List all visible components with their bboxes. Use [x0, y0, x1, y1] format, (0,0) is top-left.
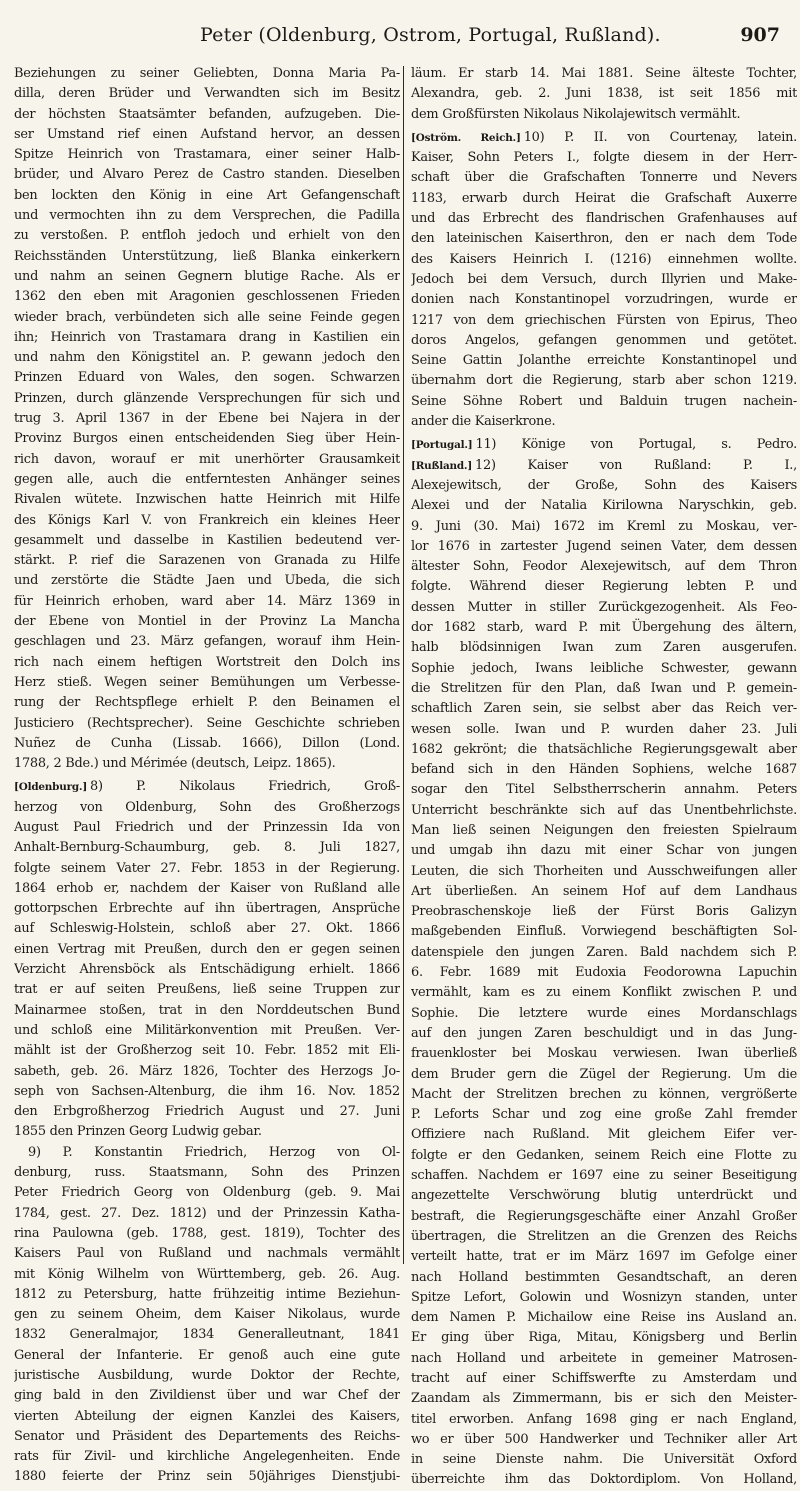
- line-text: nach Holland und arbeitete in gemeiner Matrosen-: [411, 1350, 797, 1366]
- line-text: 10) P. II. von Courtenay, latein.: [523, 129, 797, 145]
- text-line: [14, 879, 400, 899]
- line-text: August Paul Friedrich und der Prinzessin Ida von: [14, 819, 400, 835]
- line-text: ben lockten den König in eine Art Gefangenschaft: [14, 187, 400, 203]
- line-text: den Erbgroßherzog Friedrich August und 27. Juni: [14, 1104, 400, 1120]
- text-line: [411, 456, 797, 476]
- text-line: [14, 960, 400, 980]
- text-line: [411, 1288, 797, 1308]
- text-line: [14, 1021, 400, 1041]
- text-line: [14, 693, 400, 713]
- text-line: [411, 679, 797, 699]
- text-line: [14, 1305, 400, 1325]
- line-text: 1784, gest. 27. Dez. 1812) und der Prinzessin Katha-: [14, 1205, 400, 1221]
- line-text: 8) P. Nikolaus Friedrich, Groß-: [90, 779, 400, 795]
- line-text: und nahm den Königstitel an. P. gewann jedoch den: [14, 350, 400, 366]
- text-line: [411, 64, 797, 84]
- text-line: [14, 1102, 400, 1122]
- line-text: folgte seinem Vater 27. Febr. 1853 in der Regierung.: [14, 860, 400, 876]
- text-line: [411, 476, 797, 496]
- line-text: gen zu seinem Oheim, dem Kaiser Nikolaus, wurde: [14, 1307, 400, 1323]
- line-text: und nahm an seinen Gegnern blutige Rache. Als er: [14, 268, 400, 284]
- text-line: [14, 1447, 400, 1467]
- line-text: Verzicht Ahrensböck als Entschädigung erhielt. 1866: [14, 962, 400, 978]
- text-line: [411, 1125, 797, 1145]
- line-text: 1855 den Prinzen Georg Ludwig gebar.: [14, 1124, 262, 1140]
- section-tag: [Oström. Reich.]: [411, 131, 521, 144]
- page-header: [0, 0, 800, 64]
- text-line: [411, 760, 797, 780]
- line-text: halb blödsinnigen Iwan zum Zaren ausgerufen.: [411, 640, 797, 656]
- text-line: [411, 1105, 797, 1125]
- text-line: [14, 84, 400, 104]
- line-text: einen Vertrag mit Preußen, durch den er gegen seinen: [14, 941, 400, 957]
- text-line: [411, 557, 797, 577]
- text-line: [411, 1024, 797, 1044]
- text-line: [14, 777, 400, 797]
- line-text: vermählt, kam es zu einem Konflikt zwischen P. und: [411, 985, 797, 1001]
- line-text: 1832 Generalmajor, 1834 Generalleutnant, 1841: [14, 1327, 400, 1343]
- text-line: [14, 734, 400, 754]
- line-text: ander die Kaiserkrone.: [411, 414, 556, 430]
- line-text: bestraft, die Regierungsgeschäfte einer Anzahl Großer: [411, 1208, 797, 1224]
- text-line: [14, 247, 400, 267]
- line-text: Sophie jedoch, Iwans leibliche Schwester, gewann: [411, 660, 797, 676]
- line-text: doros Angelos, gefangen genommen und getötet.: [411, 332, 797, 348]
- text-line: [411, 1389, 797, 1409]
- line-text: Prinzen Eduard von Wales, den sogen. Schwarzen: [14, 370, 400, 386]
- text-line: [14, 531, 400, 551]
- line-text: nach Holland bestimmten Gesandtschaft, an deren: [411, 1269, 797, 1285]
- text-line: [14, 754, 400, 774]
- text-line: [14, 308, 400, 328]
- text-line: [411, 1470, 797, 1490]
- text-line: [14, 980, 400, 1000]
- text-line: [411, 1247, 797, 1267]
- line-text: auf Schleswig-Holstein, schloß aber 27. Okt. 1866: [14, 921, 400, 937]
- text-line: [14, 612, 400, 632]
- text-line: [14, 1467, 400, 1487]
- line-text: Mainarmee stoßen, trat in den Norddeutschen Bund: [14, 1002, 400, 1018]
- section-tag: [Oldenburg.]: [14, 781, 88, 794]
- line-text: seph von Sachsen-Altenburg, die ihm 16. Nov. 1852: [14, 1083, 400, 1099]
- text-line: [14, 1122, 400, 1142]
- line-text: und umgab ihn dazu mit einer Schar von jungen: [411, 843, 797, 859]
- text-line: [411, 351, 797, 371]
- line-text: lor 1676 in zartester Jugend seinen Vater, dem dessen: [411, 538, 797, 554]
- line-text: schaft über die Grafschaften Tonnerre und Nevers: [411, 170, 797, 186]
- line-text: gottorpschen Erbrechte auf ihn übertragen, Ansprüche: [14, 901, 400, 917]
- text-line: [411, 1268, 797, 1288]
- line-text: den lateinischen Kaiserthron, den er nach dem Tode: [411, 231, 797, 247]
- text-line: [411, 168, 797, 188]
- text-line: [14, 653, 400, 673]
- line-text: rats für Zivil- und kirchliche Angelegenheiten. Ende: [14, 1449, 400, 1465]
- text-line: [14, 165, 400, 185]
- line-text: tracht auf einer Schiffswerfte zu Amsterdam und: [411, 1371, 797, 1386]
- page-number: 907: [740, 24, 780, 46]
- line-text: General der Infanterie. Er genoß auch eine gute: [14, 1347, 400, 1363]
- line-text: 1682 gekrönt; die thatsächliche Regierungsgewalt aber: [411, 741, 797, 757]
- line-text: stärkt. P. rief die Sarazenen von Granada zu Hilfe: [14, 553, 400, 569]
- line-text: trat er auf seiten Preußens, ließ seine Truppen zur: [14, 982, 400, 998]
- line-text: 9. Juni (30. Mai) 1672 im Kreml zu Moskau, ver-: [411, 518, 797, 534]
- text-line: [14, 267, 400, 287]
- text-line: [411, 577, 797, 597]
- line-text: Alexei und der Natalia Kirilowna Naryschkin, geb.: [411, 498, 797, 514]
- running-head: Peter (Oldenburg, Ostrom, Portugal, Rußland).: [200, 24, 661, 46]
- text-line: [14, 571, 400, 591]
- line-text: Anhalt-Bernburg-Schaumburg, geb. 8. Juli 1827,: [14, 840, 400, 856]
- text-line: [411, 537, 797, 557]
- text-line: [411, 659, 797, 679]
- line-text: Kaiser, Sohn Peters I., folgte diesem in der Herr-: [411, 150, 797, 166]
- text-line: [411, 902, 797, 922]
- text-line: [411, 1065, 797, 1085]
- line-text: auf den jungen Zaren beschuldigt und in das Jung-: [411, 1025, 797, 1041]
- text-line: [14, 328, 400, 348]
- line-text: trug 3. April 1367 in der Ebene bei Najera in der: [14, 411, 400, 427]
- text-line: [411, 943, 797, 963]
- text-line: [411, 598, 797, 618]
- text-line: [411, 1227, 797, 1247]
- text-line: [14, 450, 400, 470]
- text-line: [411, 290, 797, 310]
- text-line: [14, 1244, 400, 1264]
- line-text: vierten Abteilung der eignen Kanzlei des Kaisers,: [14, 1408, 400, 1424]
- line-text: denburg, russ. Staatsmann, Sohn des Prinzen: [14, 1165, 400, 1181]
- text-line: [14, 1143, 400, 1163]
- line-text: Alexandra, geb. 2. Juni 1838, ist seit 1856 mit: [411, 86, 797, 102]
- text-line: [14, 389, 400, 409]
- text-line: [14, 899, 400, 919]
- line-text: wo er über 500 Handwerker und Techniker aller Art: [411, 1431, 797, 1447]
- text-line: [14, 64, 400, 84]
- section-tag: [Rußland.]: [411, 459, 473, 472]
- text-line: [411, 882, 797, 902]
- line-text: übertragen, die Strelitzen an die Grenzen des Reichs: [411, 1228, 797, 1244]
- text-line: [14, 714, 400, 734]
- line-text: rung der Rechtspflege erhielt P. den Beinamen el: [14, 695, 400, 711]
- line-text: folgte er den Gedanken, seinem Reich eine Flotte zu: [411, 1147, 797, 1163]
- line-text: Zaandam als Zimmermann, bis er sich den Meister-: [411, 1391, 797, 1407]
- text-line: [14, 1001, 400, 1021]
- text-line: [411, 1308, 797, 1328]
- line-text: und vermochten ihn zu dem Versprechen, die Padilla: [14, 208, 400, 224]
- text-line: [411, 311, 797, 331]
- text-line: [14, 818, 400, 838]
- line-text: dem Großfürsten Nikolaus Nikolajewitsch vermählt.: [411, 106, 741, 122]
- line-text: 1183, erwarb durch Heirat die Grafschaft Auxerre: [411, 190, 797, 206]
- text-line: [14, 511, 400, 531]
- text-line: [14, 206, 400, 226]
- line-text: Prinzen, durch glänzende Versprechungen für sich und: [14, 390, 400, 406]
- line-text: 1864 erhob er, nachdem der Kaiser von Rußland alle: [14, 880, 400, 896]
- text-line: [411, 720, 797, 740]
- line-text: ging bald in den Zivildienst über und war Chef der: [14, 1388, 400, 1404]
- line-text: schaftlich Zaren sein, sie selbst aber das Reich ver-: [411, 701, 797, 717]
- line-text: Alexejewitsch, der Große, Sohn des Kaisers: [411, 477, 797, 493]
- line-text: sogar den Titel Selbstherrscherin annahm. Peters: [411, 782, 797, 798]
- text-line: [411, 638, 797, 658]
- line-text: wieder brach, verbündeten sich alle seine Feinde gegen: [14, 309, 400, 325]
- text-line: [14, 145, 400, 165]
- line-text: überreichte ihm das Doktordiplom. Von Holland,: [411, 1472, 797, 1488]
- text-line: [411, 189, 797, 209]
- text-line: [411, 331, 797, 351]
- text-line: [14, 940, 400, 960]
- line-text: der Ebene von Montiel in der Provinz La Mancha: [14, 614, 400, 630]
- text-line: [411, 270, 797, 290]
- line-text: herzog von Oldenburg, Sohn des Großherzogs: [14, 799, 400, 815]
- line-text: juristische Ausbildung, wurde Doktor der Rechte,: [14, 1368, 400, 1383]
- text-line: [14, 368, 400, 388]
- text-line: [411, 1004, 797, 1024]
- text-line: [14, 1163, 400, 1183]
- left-column: [14, 64, 400, 1488]
- text-line: [411, 862, 797, 882]
- text-line: [14, 1204, 400, 1224]
- line-text: angezettelte Verschwörung blutig unterdrückt und: [411, 1188, 797, 1204]
- line-text: gegen alle, auch die entferntesten Anhänger seines: [14, 471, 400, 487]
- text-line: [14, 1285, 400, 1305]
- text-line: [411, 392, 797, 412]
- text-line: [14, 287, 400, 307]
- line-text: 1812 zu Petersburg, hatte frühzeitig intime Beziehun-: [14, 1286, 400, 1302]
- line-text: folgte. Während dieser Regierung lebten P. und: [411, 579, 797, 595]
- line-text: 1362 den eben mit Aragonien geschlossenen Frieden: [14, 289, 400, 305]
- line-text: Sophie. Die letztere wurde eines Mordanschlags: [411, 1005, 797, 1021]
- line-text: datenspiele den jungen Zaren. Bald nachdem sich P.: [411, 944, 797, 960]
- line-text: Jedoch bei dem Versuch, durch Illyrien und Make-: [411, 271, 797, 287]
- text-line: [14, 409, 400, 429]
- line-text: Justiciero (Rechtsprecher). Seine Geschichte schrieben: [14, 715, 400, 731]
- text-line: [14, 226, 400, 246]
- text-line: [14, 125, 400, 145]
- line-text: und das Erbrecht des flandrischen Grafenhauses auf: [411, 211, 797, 227]
- text-line: [411, 1328, 797, 1348]
- line-text: sabeth, geb. 26. März 1826, Tochter des Herzogs Jo-: [14, 1063, 400, 1079]
- line-text: übernahm dort die Regierung, starb aber schon 1219.: [411, 373, 797, 389]
- line-text: des Kaisers Heinrich I. (1216) einnehmen wollte.: [411, 251, 797, 267]
- text-line: [411, 1166, 797, 1186]
- line-text: 1217 von dem griechischen Fürsten von Epirus, Theo: [411, 312, 797, 328]
- text-line: [14, 1366, 400, 1386]
- line-text: dor 1682 starb, ward P. mit Übergehung des ältern,: [411, 620, 797, 636]
- line-text: dilla, deren Brüder und Verwandten sich im Besitz: [14, 86, 400, 102]
- line-text: und zerstörte die Städte Jaen und Ubeda, die sich: [14, 573, 400, 589]
- line-text: 9) P. Konstantin Friedrich, Herzog von Ol-: [28, 1144, 400, 1160]
- line-text: dem Bruder gern die Zügel der Regierung. Um die: [411, 1066, 797, 1082]
- text-line: [411, 841, 797, 861]
- line-text: Seine Gattin Jolanthe erreichte Konstantinopel und: [411, 353, 797, 369]
- section-tag: [Portugal.]: [411, 439, 473, 452]
- line-text: mählt ist der Großherzog seit 10. Febr. 1852 mit Eli-: [14, 1043, 400, 1059]
- line-text: läum. Er starb 14. Mai 1881. Seine älteste Tochter,: [411, 66, 797, 81]
- text-line: [14, 429, 400, 449]
- text-line: [14, 798, 400, 818]
- text-line: [411, 1349, 797, 1369]
- text-line: [411, 1186, 797, 1206]
- text-line: [14, 105, 400, 125]
- text-line: [411, 496, 797, 516]
- right-column: [411, 64, 797, 1491]
- line-text: mit König Wilhelm von Württemberg, geb. 26. Aug.: [14, 1266, 400, 1282]
- text-line: [411, 740, 797, 760]
- line-text: Unterricht beschränkte sich auf das Unentbehrlichste.: [411, 802, 797, 818]
- text-line: [411, 983, 797, 1003]
- line-text: Spitze Heinrich von Trastamara, einer seiner Halb-: [14, 147, 400, 163]
- text-line: [411, 963, 797, 983]
- text-line: [411, 250, 797, 270]
- text-line: [411, 105, 797, 125]
- line-text: titel erworben. Anfang 1698 ging er nach England,: [411, 1411, 797, 1427]
- text-line: [411, 801, 797, 821]
- line-text: und schloß eine Militärkonvention mit Preußen. Ver-: [14, 1022, 400, 1038]
- line-text: ser Umstand rief einen Aufstand hervor, an dessen: [14, 126, 400, 142]
- text-line: [411, 1146, 797, 1166]
- line-text: ältester Sohn, Feodor Alexejewitsch, auf dem Thron: [411, 559, 797, 575]
- line-text: Nuñez de Cunha (Lissab. 1666), Dillon (Lond.: [14, 735, 400, 751]
- line-text: Beziehungen zu seiner Geliebten, Donna Maria Pa-: [14, 66, 400, 81]
- text-line: [411, 517, 797, 537]
- line-text: Man ließ seinen Neigungen den freiesten Spielraum: [411, 822, 797, 838]
- line-text: Senator und Präsident des Departements des Reichs-: [14, 1428, 400, 1444]
- text-line: [411, 1430, 797, 1450]
- text-line: [411, 209, 797, 229]
- line-text: Preobraschenskoje ließ der Fürst Boris Galizyn: [411, 904, 797, 920]
- line-text: brüder, und Alvaro Perez de Castro standen. Dieselben: [14, 167, 400, 183]
- line-text: schaffen. Nachdem er 1697 eine zu seiner Beseitigung: [411, 1168, 797, 1184]
- text-line: [411, 371, 797, 391]
- line-text: Er ging über Riga, Mitau, Königsberg und Berlin: [411, 1330, 797, 1346]
- text-line: [14, 919, 400, 939]
- text-line: [14, 1407, 400, 1427]
- text-line: [14, 551, 400, 571]
- text-line: [14, 1427, 400, 1447]
- text-line: [14, 1183, 400, 1203]
- line-text: dem Namen P. Michailow eine Reise ins Ausland an.: [411, 1310, 797, 1326]
- line-text: Kaisers Paul von Rußland und nachmals vermählt: [14, 1246, 400, 1262]
- line-text: Reichsständen Unterstützung, ließ Blanka einkerkern: [14, 248, 400, 264]
- text-line: [411, 618, 797, 638]
- text-line: [14, 1062, 400, 1082]
- text-line: [411, 1369, 797, 1389]
- line-text: in seine Dienste nahm. Die Universität Oxford: [411, 1452, 797, 1468]
- text-line: [411, 699, 797, 719]
- text-line: [411, 922, 797, 942]
- text-line: [411, 229, 797, 249]
- line-text: Provinz Burgos einen entscheidenden Sieg über Hein-: [14, 431, 400, 447]
- line-text: ihn; Heinrich von Trastamara drang in Kastilien ein: [14, 329, 400, 345]
- text-line: [411, 780, 797, 800]
- line-text: Seine Söhne Robert und Balduin trugen nachein-: [411, 393, 797, 409]
- line-text: geschlagen und 23. März gefangen, worauf ihm Hein-: [14, 634, 400, 650]
- text-line: [14, 1346, 400, 1366]
- text-line: [14, 1041, 400, 1061]
- line-text: Rivalen wütete. Inzwischen hatte Heinrich mit Hilfe: [14, 492, 400, 508]
- text-line: [14, 632, 400, 652]
- line-text: Leuten, die sich Thorheiten und Ausschweifungen aller: [411, 863, 797, 879]
- text-line: [14, 1386, 400, 1406]
- line-text: der höchsten Staatsämter befanden, aufzugeben. Die-: [14, 106, 400, 122]
- line-text: zu verstoßen. P. entfloh jedoch und erhielt von den: [14, 228, 400, 244]
- line-text: befand sich in den Händen Sophiens, welche 1687: [411, 762, 797, 778]
- text-line: [411, 1044, 797, 1064]
- text-line: [411, 821, 797, 841]
- text-line: [411, 435, 797, 455]
- text-line: [14, 1325, 400, 1345]
- line-text: gesammelt und dasselbe in Kastilien bedeutend ver-: [14, 532, 400, 548]
- line-text: Peter Friedrich Georg von Oldenburg (geb. 9. Mai: [14, 1185, 400, 1201]
- line-text: 6. Febr. 1689 mit Eudoxia Feodorowna Lapuchin: [411, 965, 797, 981]
- line-text: 1880 feierte der Prinz sein 50jähriges Dienstjubi-: [14, 1469, 400, 1485]
- text-line: [14, 1224, 400, 1244]
- line-text: rich davon, worauf er mit unerhörter Grausamkeit: [14, 451, 400, 467]
- line-text: 1788, 2 Bde.) und Mérimée (deutsch, Leipz. 1865).: [14, 756, 336, 772]
- text-line: [411, 1450, 797, 1470]
- text-line: [14, 470, 400, 490]
- line-text: verteilt hatte, trat er im März 1697 im Gefolge einer: [411, 1249, 797, 1265]
- line-text: 12) Kaiser von Rußland: P. I.,: [475, 457, 797, 473]
- line-text: frauenkloster bei Moskau verwiesen. Iwan überließ: [411, 1046, 797, 1062]
- line-text: Art überließen. An seinem Hof auf dem Landhaus: [411, 883, 797, 899]
- text-line: [14, 859, 400, 879]
- line-text: maßgebenden Einfluß. Vorwiegend beschäftigten Sol-: [411, 924, 797, 940]
- line-text: dessen Mutter in stiller Zurückgezogenheit. Als Feo-: [411, 599, 797, 615]
- text-line: [14, 673, 400, 693]
- line-text: rina Paulowna (geb. 1788, gest. 1819), Tochter des: [14, 1225, 400, 1241]
- line-text: Macht der Strelitzen brechen zu können, vergrößerte: [411, 1086, 797, 1102]
- line-text: Herz stieß. Wegen seiner Bemühungen um Verbesse-: [14, 674, 400, 690]
- text-line: [14, 186, 400, 206]
- text-line: [411, 1085, 797, 1105]
- line-text: Spitze Lefort, Golowin und Wosnizyn standen, unter: [411, 1289, 797, 1305]
- text-line: [14, 490, 400, 510]
- line-text: donien nach Konstantinopel vorzudringen, wurde er: [411, 292, 797, 308]
- text-line: [411, 412, 797, 432]
- text-line: [14, 1082, 400, 1102]
- text-line: [411, 128, 797, 148]
- line-text: rich nach einem heftigen Wortstreit den Dolch ins: [14, 654, 400, 670]
- text-line: [411, 84, 797, 104]
- text-line: [14, 592, 400, 612]
- text-line: [411, 148, 797, 168]
- line-text: die Strelitzen für den Plan, daß Iwan und P. gemein-: [411, 680, 797, 696]
- line-text: für Heinrich erhoben, ward aber 14. März 1369 in: [14, 593, 400, 609]
- text-line: [14, 838, 400, 858]
- line-text: Offiziere nach Rußland. Mit gleichem Eifer ver-: [411, 1127, 797, 1143]
- line-text: P. Leforts Schar und zog eine große Zahl fremder: [411, 1107, 797, 1123]
- text-line: [411, 1207, 797, 1227]
- text-line: [411, 1410, 797, 1430]
- line-text: des Königs Karl V. von Frankreich ein kleines Heer: [14, 512, 400, 528]
- column-divider: [403, 66, 404, 1264]
- line-text: wesen solle. Iwan und P. wurden daher 23. Juli: [411, 721, 797, 737]
- text-line: [14, 348, 400, 368]
- line-text: 11) Könige von Portugal, s. Pedro.: [475, 437, 797, 453]
